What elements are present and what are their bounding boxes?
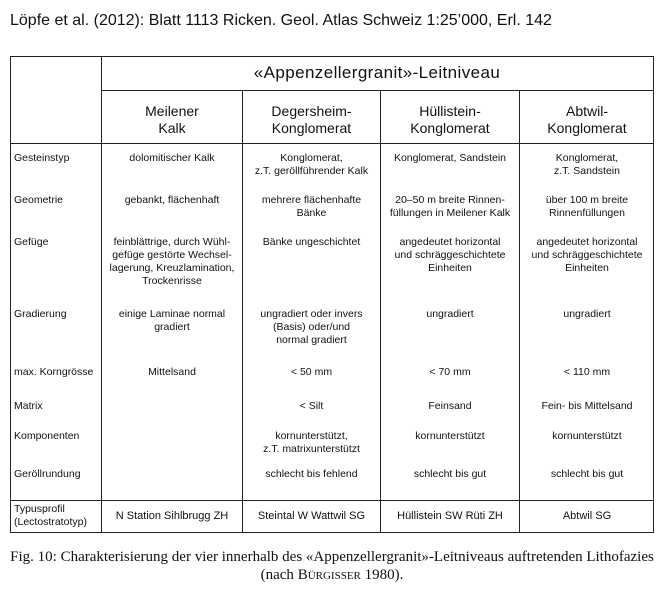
- row-label: Geröllrundung: [14, 468, 81, 480]
- table-cell: schlecht bis gut: [413, 468, 487, 480]
- table-cell: Konglomerat, Sandstein: [393, 152, 507, 164]
- table-cell: < 70 mm: [429, 366, 471, 378]
- figure-caption: Fig. 10: Charakterisierung der vier innerhalb des «Appenzellergranit»-Leitniveaus auftretenden Lithofazies (nach Bürgisser 1980).: [10, 549, 654, 583]
- table-cell: kornunterstützt: [415, 430, 485, 442]
- column-header-abtwil: Abtwil- Konglomerat: [547, 103, 627, 136]
- table-cell: dolomitischer Kalk: [129, 152, 215, 164]
- table-cell: Mittelsand: [148, 366, 196, 378]
- type-profile-cell: Abtwil SG: [562, 510, 612, 522]
- table-cell: kornunterstützt, z.T. matrixunterstützt: [263, 430, 360, 455]
- table-cell: ungradiert oder invers (Basis) oder/und normal gradiert: [260, 308, 363, 346]
- table-cell: über 100 m breite Rinnenfüllungen: [545, 194, 629, 219]
- row-label: Matrix: [14, 400, 43, 412]
- column-header-meilener-kalk: Meilener Kalk: [145, 103, 199, 136]
- header-row-divider: [11, 143, 653, 144]
- main-heading: «Appenzellergranit»-Leitniveau: [253, 63, 501, 82]
- lithofacies-table: [10, 56, 654, 533]
- footer-row-divider: [11, 500, 653, 501]
- page-header: Löpfe et al. (2012): Blatt 1113 Ricken. Geol. Atlas Schweiz 1:25’000, Erl. 142: [10, 12, 552, 29]
- table-cell: schlecht bis fehlend: [265, 468, 358, 480]
- table-cell: schlecht bis gut: [550, 468, 624, 480]
- table-cell: gebankt, flächenhaft: [124, 194, 220, 206]
- column-header-degersheim: Degersheim- Konglomerat: [271, 103, 352, 136]
- row-label: max. Korngrösse: [14, 366, 94, 378]
- table-cell: Konglomerat, z.T. geröllführender Kalk: [254, 152, 369, 177]
- table-cell: < 50 mm: [290, 366, 333, 378]
- footer-row-label: Typusprofil (Lectostratotyp): [14, 503, 87, 528]
- table-cell: ungradiert: [426, 308, 474, 320]
- table-cell: mehrere flächenhafte Bänke: [261, 194, 362, 219]
- row-label: Gesteinstyp: [14, 152, 70, 164]
- table-cell: ungradiert: [563, 308, 611, 320]
- type-profile-cell: Hüllistein SW Rüti ZH: [397, 510, 503, 522]
- table-cell: Bänke ungeschichtet: [262, 236, 361, 248]
- table-cell: Konglomerat, z.T. Sandstein: [554, 152, 620, 177]
- table-cell: Feinsand: [428, 400, 472, 412]
- type-profile-cell: N Station Sihlbrugg ZH: [115, 510, 229, 522]
- table-cell: einige Laminae normal gradiert: [118, 308, 226, 333]
- table-cell: Fein- bis Mittelsand: [541, 400, 633, 412]
- table-cell: < Silt: [299, 400, 324, 412]
- table-cell: < 110 mm: [563, 366, 611, 378]
- row-label: Geometrie: [14, 194, 64, 206]
- column-header-huellistein: Hüllistein- Konglomerat: [410, 103, 490, 136]
- table-cell: kornunterstützt: [552, 430, 622, 442]
- row-label: Gefüge: [14, 236, 49, 248]
- heading-divider: [101, 90, 653, 91]
- row-label: Gradierung: [14, 308, 67, 320]
- table-cell: 20–50 m breite Rinnen- füllungen in Meilener Kalk: [389, 194, 511, 219]
- type-profile-cell: Steintal W Wattwil SG: [257, 510, 366, 522]
- row-label: Komponenten: [14, 430, 80, 442]
- table-cell: feinblättrige, durch Wühl- gefüge gestörte Wechsel- lagerung, Kreuzlamination, Trockenrisse: [109, 236, 235, 287]
- table-cell: angedeutet horizontal und schräggeschichtete Einheiten: [531, 236, 643, 274]
- table-cell: angedeutet horizontal und schräggeschichtete Einheiten: [394, 236, 506, 274]
